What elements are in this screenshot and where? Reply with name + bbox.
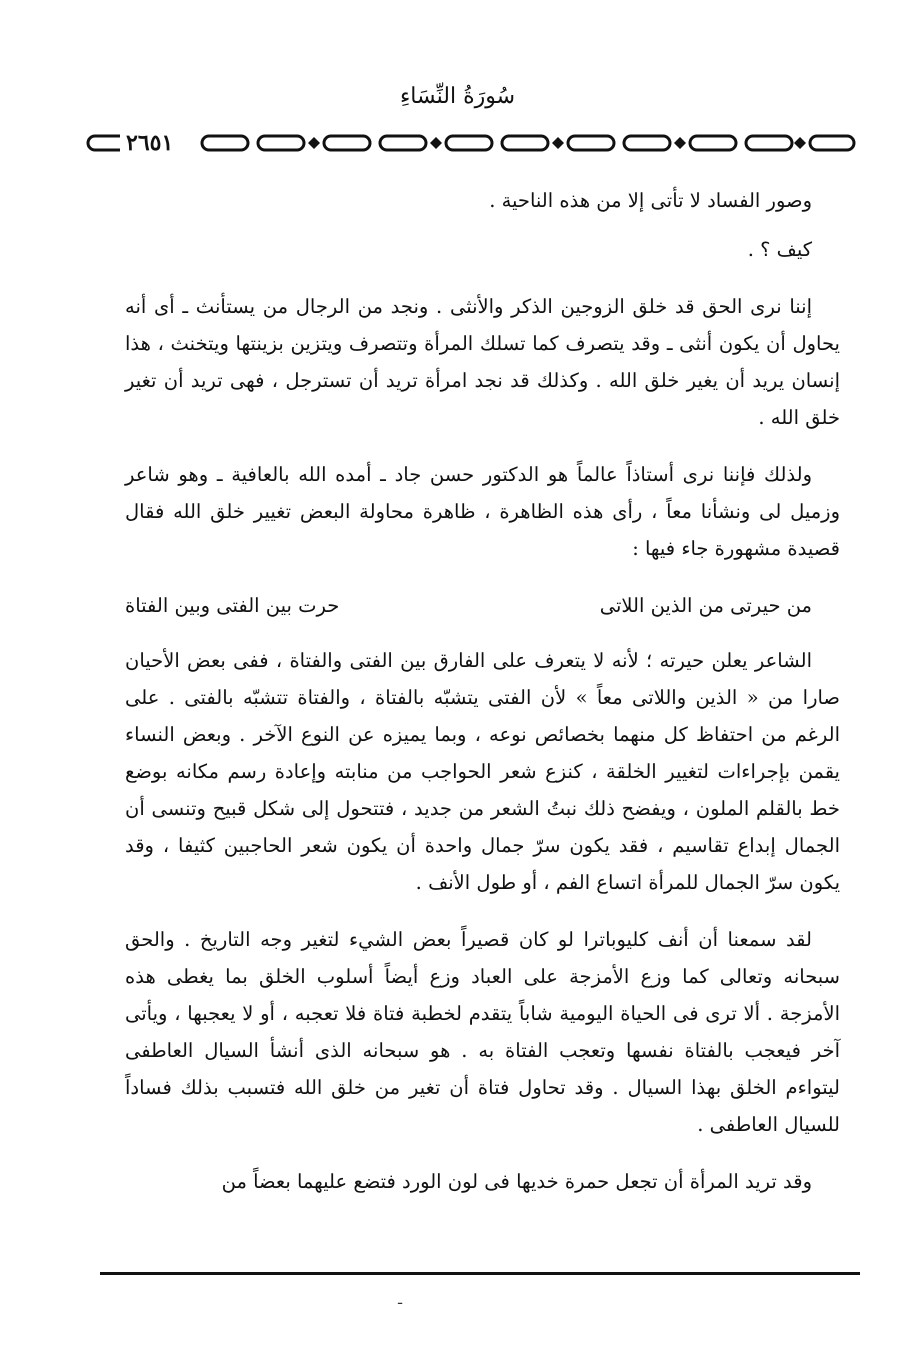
chain-ornament-icon	[80, 128, 860, 158]
sura-title: سُورَةُ النِّسَاءِ	[399, 84, 516, 109]
paragraph-6: لقد سمعنا أن أنف كليوباترا لو كان قصيراً بعض الشيء لتغير وجه التاريخ . والحق سبحانه وتعالى كما وزع الأمزجة على العباد وزع أيضاً أسلوب الخلق بما يغطى هذه الأمزجة . ألا ترى فى الحياة اليومية شاباً يتقدم لخطبة فتاة فلا تعجبه ، أو لا يعجبها ، ويأتى آخر فيعجب بالفتاة نفسها وتعجب الفتاة به . هو سبحانه الذى أنشأ السيال العاطفى ليتواءم الخلق بهذا السيال . وقد تحاول فتاة أن تغير من خلق الله فتسبب بذلك فساداً للسيال العاطفى .	[125, 928, 840, 1136]
page-number: ٢٦٥١	[120, 130, 179, 156]
paragraph-1: وصور الفساد لا تأتى إلا من هذه الناحية .	[489, 189, 812, 212]
verse-first-hemistich: من حيرتى من الذين اللاتى	[599, 594, 812, 617]
paragraph-3: إننا نرى الحق قد خلق الزوجين الذكر والأنثى . ونجد من الرجال من يستأنث ـ أى أنه يحاول أن يكون أنثى ـ وقد يتصرف كما تسلك المرأة وتتصرف ويتزين بزينتها ويتخنث ، هذا إنسان يريد أن يغير خلق الله . وكذلك قد نجد امرأة تريد أن تسترجل ، فهى تريد أن تغير خلق الله .	[125, 295, 840, 429]
footer-divider	[100, 1272, 860, 1275]
paragraph-5: الشاعر يعلن حيرته ؛ لأنه لا يتعرف على الفارق بين الفتى والفتاة ، ففى بعض الأحيان صارا من « الذين واللاتى معاً » لأن الفتى يتشبّه بالفتاة ، والفتاة تتشبّه بالفتى . على الرغم من احتفاظ كل منهما بخصائص نوعه ، وبما يميزه عن النوع الآخر . وبعض النساء يقمن بإجراءات لتغيير الخلقة ، كنزع شعر الحواجب من منابته وإعادة رسم مكانه بوضع خط بالقلم الملون ، ويفضح ذلك نبتُ الشعر من جديد ، فتتحول إلى شكل قبيح وتنسى أن الجمال إبداع تقاسيم ، فقد يكون سرّ جمال واحدة أن يكون شعر الحاجبين كثيفا ، وقد يكون سرّ الجمال للمرأة اتساع الفم ، أو طول الأنف .	[125, 649, 840, 894]
header-ornament-band	[80, 128, 860, 158]
paragraph-4: ولذلك فإننا نرى أستاذاً عالماً هو الدكتور حسن جاد ـ أمده الله بالعافية ـ وهو شاعر وزميل لى ونشأنا معاً ، رأى هذه الظاهرة ، ظاهرة محاولة البعض تغيير خلق الله فقال قصيدة مشهورة جاء فيها :	[125, 463, 840, 560]
verse-second-hemistich: حرت بين الفتى وبين الفتاة	[125, 594, 340, 617]
footer-mark: ـ	[398, 1292, 403, 1308]
paragraph-2: كيف ؟ .	[747, 238, 812, 261]
body-text	[125, 182, 840, 1220]
paragraph-7: وقد تريد المرأة أن تجعل حمرة خديها فى لون الورد فتضع عليهما بعضاً من	[221, 1170, 812, 1193]
poem-verse	[125, 587, 840, 624]
